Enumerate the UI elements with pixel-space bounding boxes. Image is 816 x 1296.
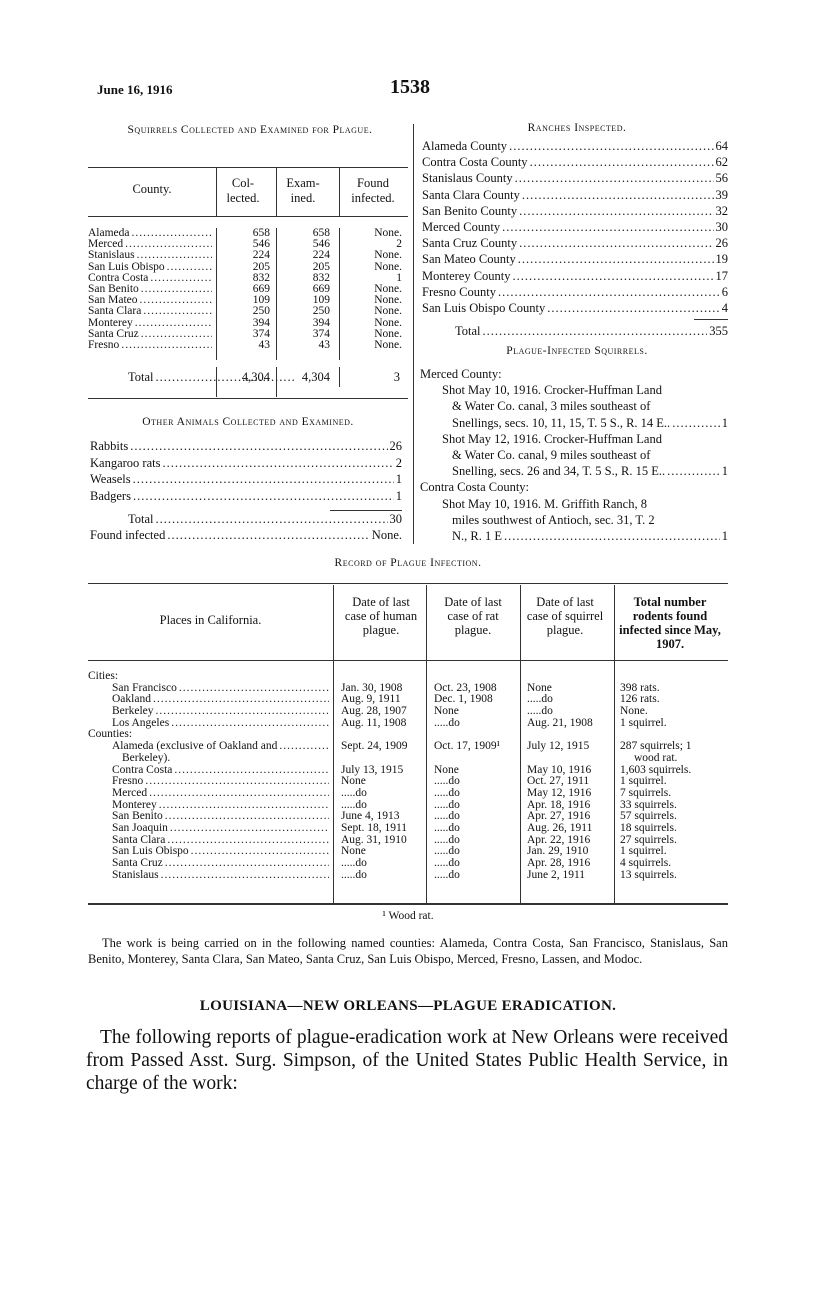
collected-value: 43: [258, 338, 270, 351]
found-value: None.: [374, 294, 402, 307]
page-date: June 16, 1916: [97, 82, 173, 97]
header-places: Places in California.: [159, 613, 262, 627]
ranch-county: Stanislaus County: [422, 171, 513, 186]
human-date: .....do: [341, 857, 367, 869]
place-name: San Francisco: [112, 681, 177, 694]
rat-date: .....do: [434, 868, 460, 881]
collected-value: 832: [252, 271, 270, 284]
total-rodents: 1,603 squirrels.: [620, 763, 692, 776]
counties-label: Counties:: [88, 728, 133, 741]
total-rodents: None.: [620, 705, 648, 718]
squirrel-date: Apr. 27, 1916: [527, 810, 591, 823]
squirrel-date: June 2, 1911: [527, 868, 586, 881]
table-row: [88, 753, 728, 765]
table-row: [88, 329, 408, 340]
table-row: [88, 228, 408, 239]
found-value: None.: [374, 227, 402, 239]
place-name: Stanislaus: [112, 868, 159, 881]
ranches-total: [455, 324, 728, 339]
table-row: [88, 718, 728, 730]
total-label: Total: [128, 370, 154, 384]
total-collected: 4,304: [241, 370, 270, 384]
ranch-count: 26: [715, 236, 728, 251]
place-name: Oakland: [112, 693, 151, 706]
total-rodents: 7 squirrels.: [620, 786, 672, 799]
list-item: [422, 251, 728, 267]
table-row: [88, 250, 408, 261]
record-header: [88, 585, 728, 663]
place-name: Santa Cruz: [112, 857, 163, 869]
total-rodents: 398 rats.: [620, 681, 660, 694]
human-date: July 13, 1915: [341, 763, 404, 776]
collected-value: 205: [252, 260, 270, 273]
infected-squirrels-block: [420, 366, 728, 544]
human-date: Aug. 11, 1908: [341, 716, 407, 729]
examined-value: 394: [312, 316, 330, 329]
column-divider: [413, 124, 414, 544]
rat-date: .....do: [434, 775, 460, 788]
total-rodents: 13 squirrels.: [620, 868, 677, 881]
rat-date: None: [434, 705, 459, 718]
list-item: [422, 138, 728, 154]
ranch-county: Contra Costa County: [422, 155, 528, 170]
squirrel-date: Aug. 26, 1911: [527, 821, 593, 834]
record-footnote: ¹ Wood rat.: [382, 910, 434, 922]
found-value: None.: [374, 338, 402, 351]
ranch-count: 56: [715, 171, 728, 186]
total-rodents: 1 squirrel.: [620, 845, 667, 858]
rat-date: .....do: [434, 857, 460, 869]
human-date: Aug. 28, 1907: [341, 705, 407, 718]
list-item: [422, 187, 728, 203]
ranch-count: 62: [715, 155, 728, 170]
merced-entry-1-count: 1: [721, 415, 728, 430]
collected-value: 546: [252, 238, 270, 251]
list-item: [90, 488, 402, 505]
human-date: Aug. 9, 1911: [341, 693, 401, 706]
animal-label: Weasels: [90, 472, 131, 486]
ranch-count: 6: [721, 284, 728, 299]
table-row: [88, 788, 728, 800]
ranch-count: 4: [721, 301, 728, 316]
merced-heading: Merced County:: [420, 367, 502, 381]
col-header-examined: Exam-ined.: [286, 176, 320, 205]
collected-value: 374: [252, 327, 270, 340]
other-animals-total: [128, 512, 402, 527]
county-name: San Benito: [88, 282, 139, 295]
record-title: Record of Plague Infection.: [334, 557, 482, 569]
place-name: Berkeley: [112, 705, 154, 718]
rat-date: .....do: [434, 833, 460, 846]
ranch-county: Santa Clara County: [422, 187, 520, 202]
human-date: .....do: [341, 868, 367, 881]
table-row: [88, 870, 728, 882]
human-date: June 4, 1913: [341, 810, 400, 823]
contra-entry-line3: N., R. 1 E: [452, 529, 502, 544]
ranch-count: 19: [715, 252, 728, 267]
found-value: None.: [374, 316, 402, 329]
animal-value: 1: [395, 472, 402, 486]
ranch-count: 32: [715, 203, 728, 218]
total-found: 3: [393, 370, 400, 384]
ranch-county: Santa Cruz County: [422, 236, 518, 251]
list-item: [422, 235, 728, 251]
total-rodents: 287 squirrels; 1: [620, 740, 692, 753]
place-name: Fresno: [112, 775, 144, 788]
list-item: [90, 471, 402, 488]
squirrel-date: Oct. 27, 1911: [527, 775, 590, 788]
total-rodents: 33 squirrels.: [620, 798, 677, 811]
county-name: Santa Clara: [88, 305, 142, 318]
total-rodents: 4 squirrels.: [620, 857, 672, 869]
total-rodents: 57 squirrels.: [620, 810, 677, 823]
list-item: [422, 154, 728, 170]
header-human: Date of last case of human plague.: [344, 595, 418, 637]
table-row: [88, 706, 728, 718]
squirrels-table-title: Squirrels Collected and Examined for Plague.: [127, 124, 373, 136]
list-item: [422, 284, 728, 300]
place-name: Alameda (exclusive of Oakland and: [112, 740, 278, 753]
human-date: Sept. 18, 1911: [341, 821, 408, 834]
ranch-county: Monterey County: [422, 268, 511, 283]
total-rodents: 27 squirrels.: [620, 833, 677, 846]
ranch-count: 39: [715, 187, 728, 202]
rat-date: .....do: [434, 821, 460, 834]
place-name: Monterey: [112, 798, 157, 811]
found-infected-value: None.: [371, 528, 402, 542]
county-name: Monterey: [88, 316, 133, 329]
county-name: Santa Cruz: [88, 327, 139, 340]
found-value: 2: [396, 238, 402, 251]
ranches-list: [422, 138, 728, 316]
county-name: Contra Costa: [88, 271, 149, 284]
ranch-count: 30: [715, 220, 728, 235]
human-date: Sept. 24, 1909: [341, 740, 408, 753]
animal-label: Badgers: [90, 488, 131, 503]
table-row: [88, 858, 728, 870]
list-item: [90, 438, 402, 455]
squirrel-date: None: [527, 681, 552, 694]
place-name: Merced: [112, 786, 148, 799]
other-animals-list: [90, 438, 402, 504]
human-date: None: [341, 845, 366, 858]
list-item: [422, 203, 728, 219]
collected-value: 658: [252, 227, 270, 239]
examined-value: 205: [312, 260, 330, 273]
ranch-county: Alameda County: [422, 139, 508, 153]
found-value: None.: [374, 249, 402, 262]
place-name: Santa Clara: [112, 833, 166, 846]
ranches-total-label: Total: [455, 324, 481, 338]
found-value: None.: [374, 282, 402, 295]
table-row: [88, 340, 408, 351]
list-item: [422, 300, 728, 316]
rat-date: .....do: [434, 845, 460, 858]
rat-date: Dec. 1, 1908: [434, 693, 493, 706]
contra-entry-line1: Shot May 10, 1916. M. Griffith Ranch, 8: [442, 496, 647, 511]
examined-value: 832: [312, 271, 330, 284]
examined-value: 224: [312, 249, 330, 262]
counties-note: The work is being carried on in the following named counties: Alameda, Contra Costa, San Francisco, Stanislaus, San Benito, Monterey, Santa Clara, San Mateo, Santa Cruz, San Luis Obispo, Merced, Fresno, Lassen, and Modoc.: [88, 936, 728, 966]
merced-entry-1-line1: Shot May 10, 1916. Crocker-Huffman Land: [442, 383, 662, 398]
squirrel-date: .....do: [527, 693, 553, 706]
squirrel-date: Apr. 28, 1916: [527, 857, 591, 869]
header-squirrel: Date of last case of squirrel plague.: [526, 595, 604, 637]
total-rodents: 126 rats.: [620, 693, 660, 706]
examined-value: 109: [312, 294, 330, 307]
collected-value: 250: [252, 305, 270, 318]
col-header-collected: Col-lected.: [226, 176, 260, 205]
found-value: 1: [396, 271, 402, 284]
squirrels-rows: [88, 228, 408, 351]
rat-date: Oct. 23, 1908: [434, 681, 497, 694]
table-row: [88, 306, 408, 317]
merced-entry-2-count: 1: [721, 464, 728, 479]
collected-value: 109: [252, 294, 270, 307]
merced-entry-1-line2: & Water Co. canal, 3 miles southeast of: [452, 399, 651, 414]
merced-entry-1-line3: Snellings, secs. 10, 11, 15, T. 5 S., R. 14 E..: [452, 415, 671, 430]
table-row: [88, 318, 408, 329]
squirrels-total-row: [88, 370, 408, 386]
list-item: [422, 219, 728, 235]
place-name: San Benito: [112, 810, 163, 823]
county-name: San Luis Obispo: [88, 260, 165, 273]
squirrel-date: Aug. 21, 1908: [527, 716, 593, 729]
total-rodents: 1 squirrel.: [620, 775, 667, 788]
cities-label: Cities:: [88, 670, 119, 682]
found-infected: [90, 528, 402, 543]
animal-value: 2: [395, 455, 402, 470]
place-name-cont: Berkeley).: [122, 751, 171, 764]
animal-label: Rabbits: [90, 439, 129, 453]
record-rows: [88, 671, 728, 881]
found-infected-label: Found infected: [90, 528, 166, 542]
found-value: None.: [374, 327, 402, 340]
ranch-county: Fresno County: [422, 284, 496, 299]
table-row: [88, 823, 728, 835]
county-name: Stanislaus: [88, 249, 135, 262]
ranch-county: San Luis Obispo County: [422, 301, 546, 316]
total-rodents: 18 squirrels.: [620, 821, 677, 834]
place-name: San Joaquin: [112, 821, 168, 834]
other-animals-total-value: 30: [389, 512, 402, 526]
human-date: Aug. 31, 1910: [341, 833, 407, 846]
squirrel-date: Apr. 22, 1916: [527, 833, 591, 846]
county-name: Fresno: [88, 338, 120, 351]
place-name: Contra Costa: [112, 763, 173, 776]
ranches-total-value: 355: [709, 324, 728, 338]
animal-label: Kangaroo rats: [90, 455, 161, 470]
merced-entry-2-line2: & Water Co. canal, 9 miles southeast of: [452, 448, 651, 463]
rat-date: .....do: [434, 786, 460, 799]
ranch-county: Merced County: [422, 220, 501, 235]
collected-value: 669: [252, 282, 270, 295]
animal-value: 26: [389, 439, 402, 453]
ranch-county: San Benito County: [422, 203, 518, 218]
rat-date: .....do: [434, 716, 460, 729]
rat-date: .....do: [434, 798, 460, 811]
contra-costa-heading: Contra Costa County:: [420, 480, 530, 495]
county-name: San Mateo: [88, 294, 138, 307]
human-date: None: [341, 775, 366, 788]
examined-value: 250: [312, 305, 330, 318]
col-header-county: County.: [132, 182, 172, 196]
total-rodents: 1 squirrel.: [620, 716, 667, 729]
header-rat: Date of last case of rat plague.: [444, 595, 502, 637]
place-name: Los Angeles: [112, 716, 170, 729]
county-name: Alameda: [88, 227, 130, 239]
squirrel-date: July 12, 1915: [527, 740, 590, 753]
ranch-count: 64: [715, 139, 728, 153]
county-name: Merced: [88, 238, 124, 251]
table-row: [88, 239, 408, 250]
contra-entry-count: 1: [721, 529, 728, 544]
squirrel-date: Jan. 29, 1910: [527, 845, 589, 858]
ranch-count: 17: [715, 268, 728, 283]
examined-value: 374: [312, 327, 330, 340]
table-row: [88, 741, 728, 753]
rat-date: Oct. 17, 1909¹: [434, 740, 501, 753]
found-value: None.: [374, 305, 402, 318]
body-paragraph: The following reports of plague-eradication work at New Orleans were received from Passed Asst. Surg. Simpson, of the United States Public Health Service, in charge of the work:: [86, 1027, 728, 1094]
squirrel-date: .....do: [527, 705, 553, 718]
rat-date: .....do: [434, 810, 460, 823]
total-rodents-cont: wood rat.: [634, 751, 678, 764]
list-item: [422, 170, 728, 186]
found-value: None.: [374, 260, 402, 273]
contra-entry-line2: miles southwest of Antioch, sec. 31, T. 2: [452, 512, 655, 527]
other-animals-total-label: Total: [128, 512, 154, 526]
col-header-found: Found infected.: [351, 176, 395, 205]
infected-squirrels-title: Plague-Infected Squirrels.: [506, 345, 648, 357]
list-item: [90, 455, 402, 472]
human-date: .....do: [341, 798, 367, 811]
section-heading: LOUISIANA—NEW ORLEANS—PLAGUE ERADICATION.: [199, 998, 617, 1014]
page-number: 1538: [390, 76, 430, 98]
examined-value: 658: [312, 227, 330, 239]
squirrel-date: May 10, 1916: [527, 763, 592, 776]
place-name: San Luis Obispo: [112, 845, 189, 858]
examined-value: 546: [312, 238, 330, 251]
examined-value: 669: [312, 282, 330, 295]
examined-value: 43: [318, 338, 330, 351]
merced-entry-2-line1: Shot May 12, 1916. Crocker-Huffman Land: [442, 431, 662, 446]
human-date: Jan. 30, 1908: [341, 681, 403, 694]
collected-value: 224: [252, 249, 270, 262]
squirrel-date: Apr. 18, 1916: [527, 798, 591, 811]
total-examined: 4,304: [301, 370, 330, 384]
list-item: [422, 268, 728, 284]
rat-date: None: [434, 763, 459, 776]
collected-value: 394: [252, 316, 270, 329]
other-animals-title: Other Animals Collected and Examined.: [142, 416, 354, 428]
header-total: Total number rodents found infected since May, 1907.: [619, 595, 721, 651]
merced-entry-2-line3: Snelling, secs. 26 and 34, T. 5 S., R. 15 E..: [452, 464, 666, 479]
squirrel-date: May 12, 1916: [527, 786, 592, 799]
ranches-title: Ranches Inspected.: [527, 122, 627, 134]
animal-value: 1: [395, 488, 402, 503]
human-date: .....do: [341, 786, 367, 799]
ranch-county: San Mateo County: [422, 252, 516, 267]
